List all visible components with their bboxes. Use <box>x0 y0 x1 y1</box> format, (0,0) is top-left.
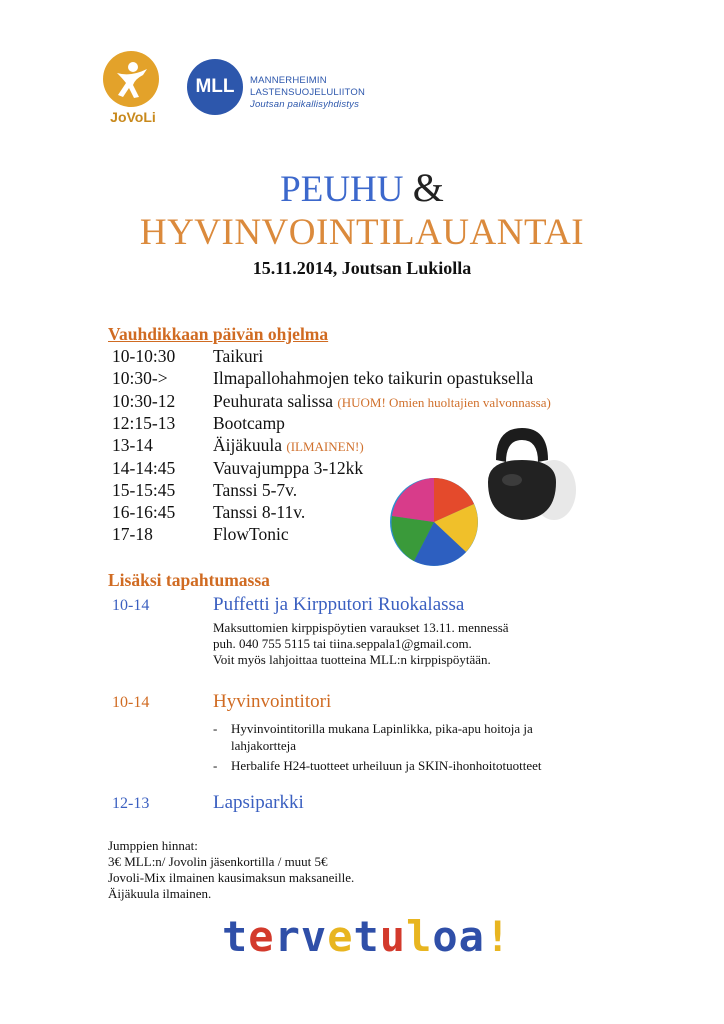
program-activity: Tanssi 5-7v. <box>213 479 298 500</box>
market-line2: puh. 040 755 5115 tai tiina.seppala1@gmail.com. <box>213 636 472 651</box>
market-time: 10-14 <box>112 597 150 614</box>
wellness-title: Hyvinvointitori <box>213 691 332 712</box>
welcome-letter: l <box>406 912 433 961</box>
program-note: (HUOM! Omien huoltajien valvonnassa) <box>337 394 551 410</box>
program-time: 12:15-13 <box>112 412 176 433</box>
program-heading: Vauhdikkaan päivän ohjelma <box>108 324 329 344</box>
program-row <box>112 345 263 367</box>
program-time: 14-14:45 <box>112 457 176 478</box>
wellness-bullet-1-cont: lahjakortteja <box>231 738 296 753</box>
welcome-letter: u <box>379 912 407 961</box>
mll-name-line1: MANNERHEIMIN <box>250 75 327 86</box>
program-activity: FlowTonic <box>213 524 289 545</box>
welcome-letter: e <box>327 912 354 961</box>
welcome-letter: r <box>274 912 301 961</box>
mll-logo: MLL <box>187 59 243 115</box>
program-time: 10:30-12 <box>112 390 176 411</box>
mll-name-line2: LASTENSUOJELULIITON <box>250 87 366 98</box>
market-title: Puffetti ja Kirpputori Ruokalassa <box>213 594 465 615</box>
program-time: 15-15:45 <box>112 479 176 500</box>
program-row <box>112 390 551 412</box>
childcare-time: 12-13 <box>112 795 150 812</box>
market-line3: Voit myös lahjoittaa tuotteina MLL:n kirppispöytään. <box>213 652 491 667</box>
mll-name-line3: Joutsan paikallisyhdistys <box>250 99 360 110</box>
welcome-text <box>222 912 511 961</box>
welcome-letter: ! <box>484 912 512 961</box>
program-time: 10:30-> <box>112 368 168 389</box>
program-activity: Tanssi 8-11v. <box>213 502 306 523</box>
program-time: 10-10:30 <box>112 346 176 366</box>
program-activity: Bootcamp <box>213 412 285 433</box>
wellness-bullet-2: - Herbalife H24-tuotteet urheiluun ja SKIN-ihonhoitotuotteet <box>213 758 542 773</box>
welcome-letter: e <box>248 912 275 961</box>
prices-line3: Jovoli-Mix ilmainen kausimaksun maksaneille. <box>108 870 355 885</box>
welcome-letter: a <box>458 912 485 961</box>
program-activity: Vauvajumppa 3-12kk <box>213 457 364 478</box>
program-time: 17-18 <box>112 524 153 545</box>
prices-heading: Jumppien hinnat: <box>108 838 198 853</box>
jovoli-logo <box>103 51 159 107</box>
program-row <box>112 434 364 456</box>
ball-and-kettlebell-image <box>384 420 584 580</box>
extras-heading: Lisäksi tapahtumassa <box>108 570 270 590</box>
welcome-letter: v <box>300 912 328 961</box>
program-row <box>112 412 285 434</box>
program-activity: Ilmapallohahmojen teko taikurin opastuksella <box>213 368 534 389</box>
prices-line2: 3€ MLL:n/ Jovolin jäsenkortilla / muut 5€ <box>108 854 328 869</box>
welcome-letter: t <box>222 912 249 961</box>
childcare-title: Lapsiparkki <box>213 792 304 813</box>
program-activity: Peuhurata salissa <box>213 390 334 411</box>
date-place: 15.11.2014, Joutsan Lukiolla <box>252 258 472 278</box>
program-row <box>112 523 289 545</box>
prices-line4: Äijäkuula ilmainen. <box>108 886 212 901</box>
welcome-letter: o <box>432 912 459 961</box>
program-row <box>112 479 297 501</box>
program-row <box>112 457 363 479</box>
wellness-bullet-1: - Hyvinvointitorilla mukana Lapinlikka, pika-apu hoitoja ja <box>213 721 533 736</box>
jovoli-logo-text: JoVoLi <box>110 109 156 125</box>
title-line2: HYVINVOINTILAUANTAI <box>139 212 585 253</box>
program-activity: Taikuri <box>213 346 264 366</box>
wellness-time: 10-14 <box>112 694 150 711</box>
welcome-letter: t <box>353 912 380 961</box>
program-activity: Äijäkuula <box>213 435 283 456</box>
jovoli-figure-icon <box>103 51 159 107</box>
title-peuhu: PEUHU <box>280 169 404 210</box>
market-line1: Maksuttomien kirppispöytien varaukset 13.11. mennessä <box>213 620 509 635</box>
title-ampersand: & <box>412 165 444 210</box>
title-line1 <box>0 165 724 210</box>
program-row <box>112 501 305 523</box>
program-time: 13-14 <box>112 435 153 456</box>
program-row <box>112 367 533 389</box>
program-time: 16-16:45 <box>112 502 176 523</box>
program-note: (ILMAINEN!) <box>286 439 364 455</box>
